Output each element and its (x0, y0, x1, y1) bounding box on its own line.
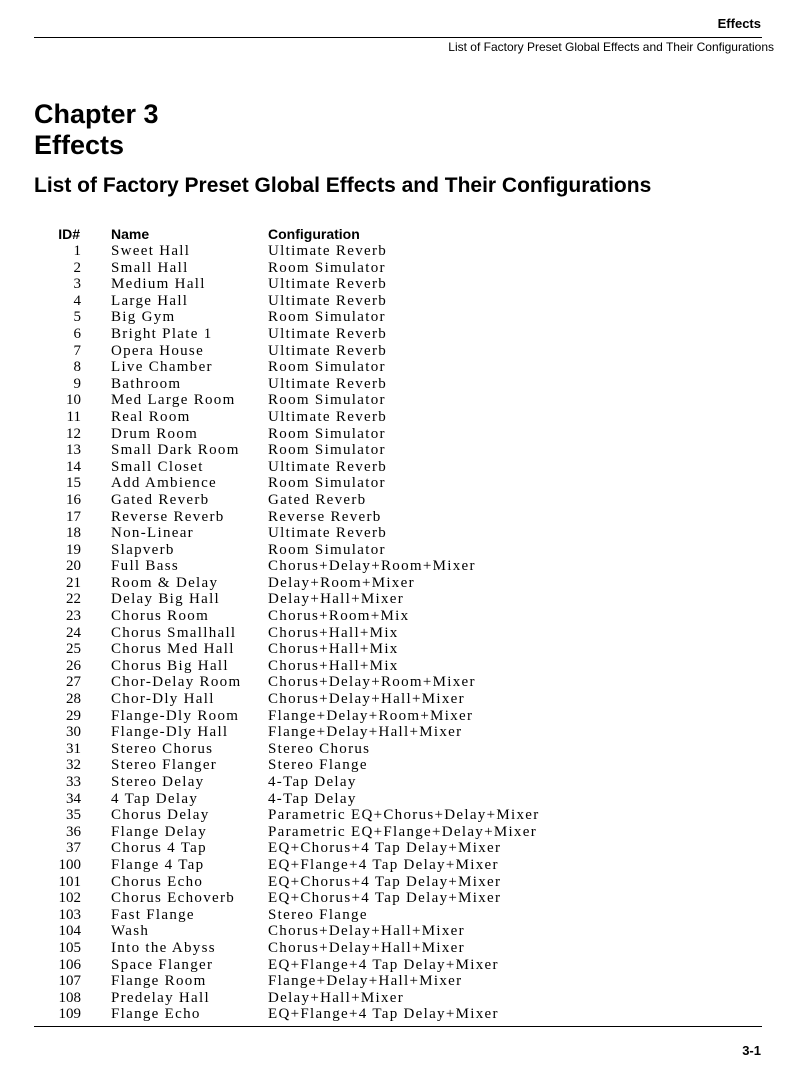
table-row (0, 741, 808, 758)
preset-id: 4 (73, 292, 81, 309)
preset-configuration: Room Simulator (268, 259, 386, 276)
table-row (0, 525, 808, 542)
table-header (0, 226, 808, 243)
preset-table-body (0, 243, 808, 1023)
preset-configuration: Chorus+Hall+Mix (268, 624, 399, 641)
preset-name: Chorus Med Hall (111, 641, 235, 658)
preset-configuration: EQ+Flange+4 Tap Delay+Mixer (268, 956, 499, 973)
preset-id: 32 (66, 757, 81, 774)
column-header-id: ID# (58, 226, 80, 242)
table-row (0, 442, 808, 459)
preset-configuration: Chorus+Delay+Hall+Mixer (268, 923, 465, 940)
table-row (0, 509, 808, 526)
preset-configuration: Chorus+Delay+Room+Mixer (268, 674, 476, 691)
column-header-name: Name (111, 226, 150, 242)
preset-id: 26 (66, 657, 81, 674)
table-row (0, 243, 808, 260)
preset-configuration: Room Simulator (268, 425, 386, 442)
preset-name: Reverse Reverb (111, 508, 225, 525)
preset-name: Predelay Hall (111, 989, 210, 1006)
preset-id: 109 (58, 1006, 81, 1023)
preset-configuration: EQ+Chorus+4 Tap Delay+Mixer (268, 873, 502, 890)
preset-name: Non-Linear (111, 525, 194, 542)
table-row (0, 724, 808, 741)
preset-configuration: Chorus+Hall+Mix (268, 641, 399, 658)
preset-configuration: Delay+Hall+Mixer (268, 591, 405, 608)
table-row (0, 475, 808, 492)
preset-name: Fast Flange (111, 906, 195, 923)
preset-configuration: Stereo Flange (268, 757, 368, 774)
preset-name: Flange Delay (111, 823, 207, 840)
table-row (0, 791, 808, 808)
table-row (0, 293, 808, 310)
preset-id: 108 (58, 989, 81, 1006)
preset-name: Chorus Echoverb (111, 890, 236, 907)
preset-id: 102 (58, 890, 81, 907)
preset-id: 106 (58, 956, 81, 973)
preset-configuration: Ultimate Reverb (268, 292, 388, 309)
preset-name: Med Large Room (111, 392, 236, 409)
preset-configuration: Room Simulator (268, 442, 386, 459)
preset-id: 2 (73, 259, 81, 276)
preset-name: Gated Reverb (111, 491, 210, 508)
table-row (0, 343, 808, 360)
table-row (0, 276, 808, 293)
preset-id: 13 (66, 442, 81, 459)
column-header-configuration: Configuration (268, 226, 360, 242)
table-row (0, 326, 808, 343)
preset-name: Large Hall (111, 292, 189, 309)
preset-id: 104 (58, 923, 81, 940)
preset-name: Wash (111, 923, 150, 940)
table-row (0, 990, 808, 1007)
preset-id: 12 (66, 425, 81, 442)
preset-id: 30 (66, 724, 81, 741)
table-row (0, 542, 808, 559)
preset-name: Chorus Smallhall (111, 624, 237, 641)
preset-name: Flange 4 Tap (111, 856, 205, 873)
preset-configuration: Reverse Reverb (268, 508, 382, 525)
preset-configuration: Flange+Delay+Room+Mixer (268, 707, 474, 724)
table-row (0, 957, 808, 974)
preset-id: 103 (58, 906, 81, 923)
table-row (0, 625, 808, 642)
preset-id: 28 (66, 691, 81, 708)
header-rule (34, 37, 762, 38)
table-row (0, 907, 808, 924)
preset-id: 19 (66, 541, 81, 558)
table-row (0, 923, 808, 940)
preset-configuration: Chorus+Delay+Room+Mixer (268, 558, 476, 575)
table-row (0, 824, 808, 841)
chapter-number: Chapter 3 (34, 99, 159, 129)
preset-name: Delay Big Hall (111, 591, 221, 608)
preset-name: Full Bass (111, 558, 179, 575)
preset-name: Chor-Dly Hall (111, 691, 215, 708)
preset-name: Drum Room (111, 425, 199, 442)
preset-name: Opera House (111, 342, 205, 359)
preset-name: Chorus Delay (111, 807, 210, 824)
preset-name: Flange Echo (111, 1006, 201, 1023)
table-row (0, 840, 808, 857)
preset-name: Flange-Dly Room (111, 707, 240, 724)
preset-name: Stereo Delay (111, 774, 205, 790)
preset-id: 6 (73, 325, 81, 342)
preset-configuration: Room Simulator (268, 475, 386, 492)
preset-configuration: Ultimate Reverb (268, 375, 388, 392)
preset-id: 37 (66, 840, 81, 857)
preset-id: 14 (66, 458, 81, 475)
preset-id: 15 (66, 475, 81, 492)
preset-name: Add Ambience (111, 475, 217, 492)
preset-configuration: 4-Tap Delay (268, 790, 357, 807)
table-row (0, 774, 808, 791)
preset-id: 17 (66, 508, 81, 525)
preset-id: 23 (66, 608, 81, 625)
preset-id: 11 (66, 408, 81, 425)
table-row (0, 409, 808, 426)
preset-name: Space Flanger (111, 956, 214, 973)
preset-id: 107 (58, 973, 81, 990)
running-header-subtitle: List of Factory Preset Global Effects and Their Configurations (448, 40, 774, 54)
preset-configuration: 4-Tap Delay (268, 774, 357, 790)
preset-id: 10 (66, 392, 81, 409)
table-row (0, 973, 808, 990)
preset-configuration: EQ+Flange+4 Tap Delay+Mixer (268, 856, 499, 873)
preset-name: Small Dark Room (111, 442, 240, 459)
preset-name: Small Hall (111, 259, 189, 276)
preset-configuration: EQ+Chorus+4 Tap Delay+Mixer (268, 890, 502, 907)
preset-configuration: Ultimate Reverb (268, 408, 388, 425)
preset-name: Stereo Flanger (111, 757, 218, 774)
running-header-title: Effects (717, 16, 761, 31)
table-row (0, 426, 808, 443)
preset-id: 29 (66, 707, 81, 724)
preset-configuration: Chorus+Hall+Mix (268, 657, 399, 674)
preset-name: Chorus Big Hall (111, 657, 229, 674)
preset-configuration: Delay+Room+Mixer (268, 574, 415, 591)
preset-configuration: Chorus+Room+Mix (268, 608, 410, 625)
preset-configuration: Room Simulator (268, 541, 386, 558)
table-row (0, 575, 808, 592)
chapter-name: Effects (34, 130, 125, 160)
preset-id: 1 (73, 243, 81, 259)
preset-id: 33 (66, 774, 81, 790)
preset-configuration: Ultimate Reverb (268, 342, 388, 359)
table-row (0, 641, 808, 658)
preset-id: 105 (58, 939, 81, 956)
table-row (0, 492, 808, 509)
preset-name: Big Gym (111, 309, 176, 326)
table-row (0, 309, 808, 326)
preset-name: 4 Tap Delay (111, 790, 199, 807)
preset-name: Into the Abyss (111, 939, 216, 956)
preset-configuration: Ultimate Reverb (268, 325, 388, 342)
table-row (0, 940, 808, 957)
preset-id: 34 (66, 790, 81, 807)
preset-configuration: Delay+Hall+Mixer (268, 989, 405, 1006)
preset-id: 24 (66, 624, 81, 641)
preset-id: 35 (66, 807, 81, 824)
preset-id: 5 (73, 309, 81, 326)
preset-name: Sweet Hall (111, 243, 191, 259)
preset-name: Chorus Echo (111, 873, 204, 890)
table-row (0, 874, 808, 891)
table-row (0, 260, 808, 277)
preset-name: Live Chamber (111, 359, 213, 376)
preset-id: 7 (73, 342, 81, 359)
table-row (0, 558, 808, 575)
preset-configuration: Flange+Delay+Hall+Mixer (268, 973, 463, 990)
table-row (0, 608, 808, 625)
preset-id: 27 (66, 674, 81, 691)
preset-name: Real Room (111, 408, 191, 425)
preset-configuration: Room Simulator (268, 359, 386, 376)
preset-id: 22 (66, 591, 81, 608)
preset-configuration: Ultimate Reverb (268, 243, 388, 259)
section-title: List of Factory Preset Global Effects and Their Configurations (34, 174, 652, 197)
preset-id: 31 (66, 740, 81, 757)
footer-rule (34, 1026, 762, 1027)
preset-id: 8 (73, 359, 81, 376)
preset-name: Bright Plate 1 (111, 325, 213, 342)
table-row (0, 890, 808, 907)
table-row (0, 392, 808, 409)
preset-id: 25 (66, 641, 81, 658)
preset-configuration: Flange+Delay+Hall+Mixer (268, 724, 463, 741)
preset-id: 16 (66, 491, 81, 508)
preset-name: Room & Delay (111, 574, 219, 591)
preset-configuration: Parametric EQ+Chorus+Delay+Mixer (268, 807, 540, 824)
preset-id: 101 (58, 873, 81, 890)
table-row (0, 591, 808, 608)
preset-id: 20 (66, 558, 81, 575)
preset-name: Small Closet (111, 458, 204, 475)
chapter-title (34, 99, 159, 161)
table-row (0, 1006, 808, 1023)
preset-name: Flange Room (111, 973, 207, 990)
table-row (0, 674, 808, 691)
preset-id: 9 (73, 375, 81, 392)
table-row (0, 376, 808, 393)
preset-configuration: Chorus+Delay+Hall+Mixer (268, 691, 465, 708)
preset-name: Medium Hall (111, 276, 206, 293)
preset-name: Chorus Room (111, 608, 210, 625)
table-row (0, 658, 808, 675)
preset-configuration: Ultimate Reverb (268, 458, 388, 475)
table-row (0, 359, 808, 376)
preset-id: 100 (58, 856, 81, 873)
preset-name: Flange-Dly Hall (111, 724, 229, 741)
page-number: 3-1 (742, 1043, 761, 1058)
table-row (0, 757, 808, 774)
preset-configuration: Stereo Flange (268, 906, 368, 923)
table-row (0, 691, 808, 708)
preset-id: 3 (73, 276, 81, 293)
preset-name: Bathroom (111, 375, 182, 392)
preset-name: Chorus 4 Tap (111, 840, 207, 857)
table-row (0, 708, 808, 725)
preset-configuration: Room Simulator (268, 392, 386, 409)
preset-configuration: Gated Reverb (268, 491, 367, 508)
preset-id: 18 (66, 525, 81, 542)
preset-configuration: Parametric EQ+Flange+Delay+Mixer (268, 823, 537, 840)
preset-configuration: Ultimate Reverb (268, 525, 388, 542)
preset-id: 21 (66, 574, 81, 591)
table-row (0, 857, 808, 874)
preset-name: Stereo Chorus (111, 740, 214, 757)
preset-configuration: EQ+Chorus+4 Tap Delay+Mixer (268, 840, 502, 857)
table-row (0, 807, 808, 824)
preset-name: Slapverb (111, 541, 175, 558)
preset-configuration: Ultimate Reverb (268, 276, 388, 293)
preset-name: Chor-Delay Room (111, 674, 242, 691)
preset-configuration: Stereo Chorus (268, 740, 371, 757)
preset-configuration: EQ+Flange+4 Tap Delay+Mixer (268, 1006, 499, 1023)
preset-id: 36 (66, 823, 81, 840)
table-row (0, 459, 808, 476)
preset-configuration: Room Simulator (268, 309, 386, 326)
preset-configuration: Chorus+Delay+Hall+Mixer (268, 939, 465, 956)
